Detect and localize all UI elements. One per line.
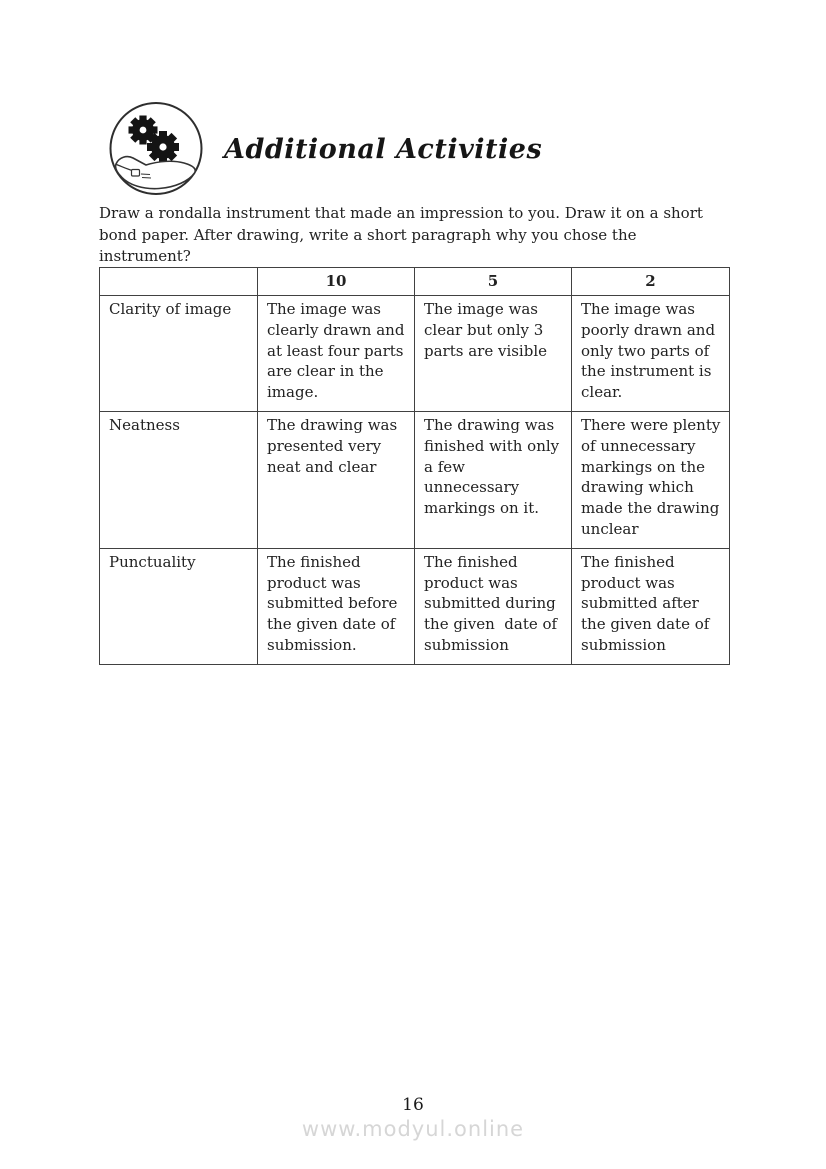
rubric-cell: The drawing was presented very neat and clear (258, 411, 415, 548)
rubric-cell: The image was clearly drawn and at least four parts are clear in the image. (258, 296, 415, 412)
criterion-label: Neatness (100, 411, 258, 548)
page-number: 16 (402, 1095, 424, 1115)
rubric-cell: The finished product was submitted before the given date of submission. (258, 548, 415, 664)
watermark: www.modyul.online (301, 1117, 525, 1141)
rubric-header-score-10: 10 (258, 268, 415, 296)
criterion-label: Clarity of image (100, 296, 258, 412)
rubric-row-neatness (100, 411, 730, 548)
rubric-cell: The image was clear but only 3 parts are visible (415, 296, 572, 412)
rubric-row-clarity (100, 296, 730, 412)
rubric-cell: The image was poorly drawn and only two parts of the instrument is clear. (572, 296, 730, 412)
rubric-header-score-5: 5 (415, 268, 572, 296)
rubric-row-punctuality (100, 548, 730, 664)
rubric-table (99, 267, 730, 665)
rubric-header-row (100, 268, 730, 296)
rubric-header-blank (100, 268, 258, 296)
rubric-cell: The finished product was submitted during the given date of submission (415, 548, 572, 664)
criterion-label: Punctuality (100, 548, 258, 664)
page-title: Additional Activities (224, 134, 543, 165)
intro-paragraph: Draw a rondalla instrument that made an impression to you. Draw it on a short bond paper. After drawing, write a short paragraph why you chose the instrument? (99, 204, 703, 265)
gears-in-hand-icon (106, 100, 206, 197)
rubric-cell: The finished product was submitted after the given date of submission (572, 548, 730, 664)
rubric-cell: The drawing was finished with only a few unnecessary markings on it. (415, 411, 572, 548)
rubric-cell: There were plenty of unnecessary markings on the drawing which made the drawing unclear (572, 411, 730, 548)
rubric-header-score-2: 2 (572, 268, 730, 296)
